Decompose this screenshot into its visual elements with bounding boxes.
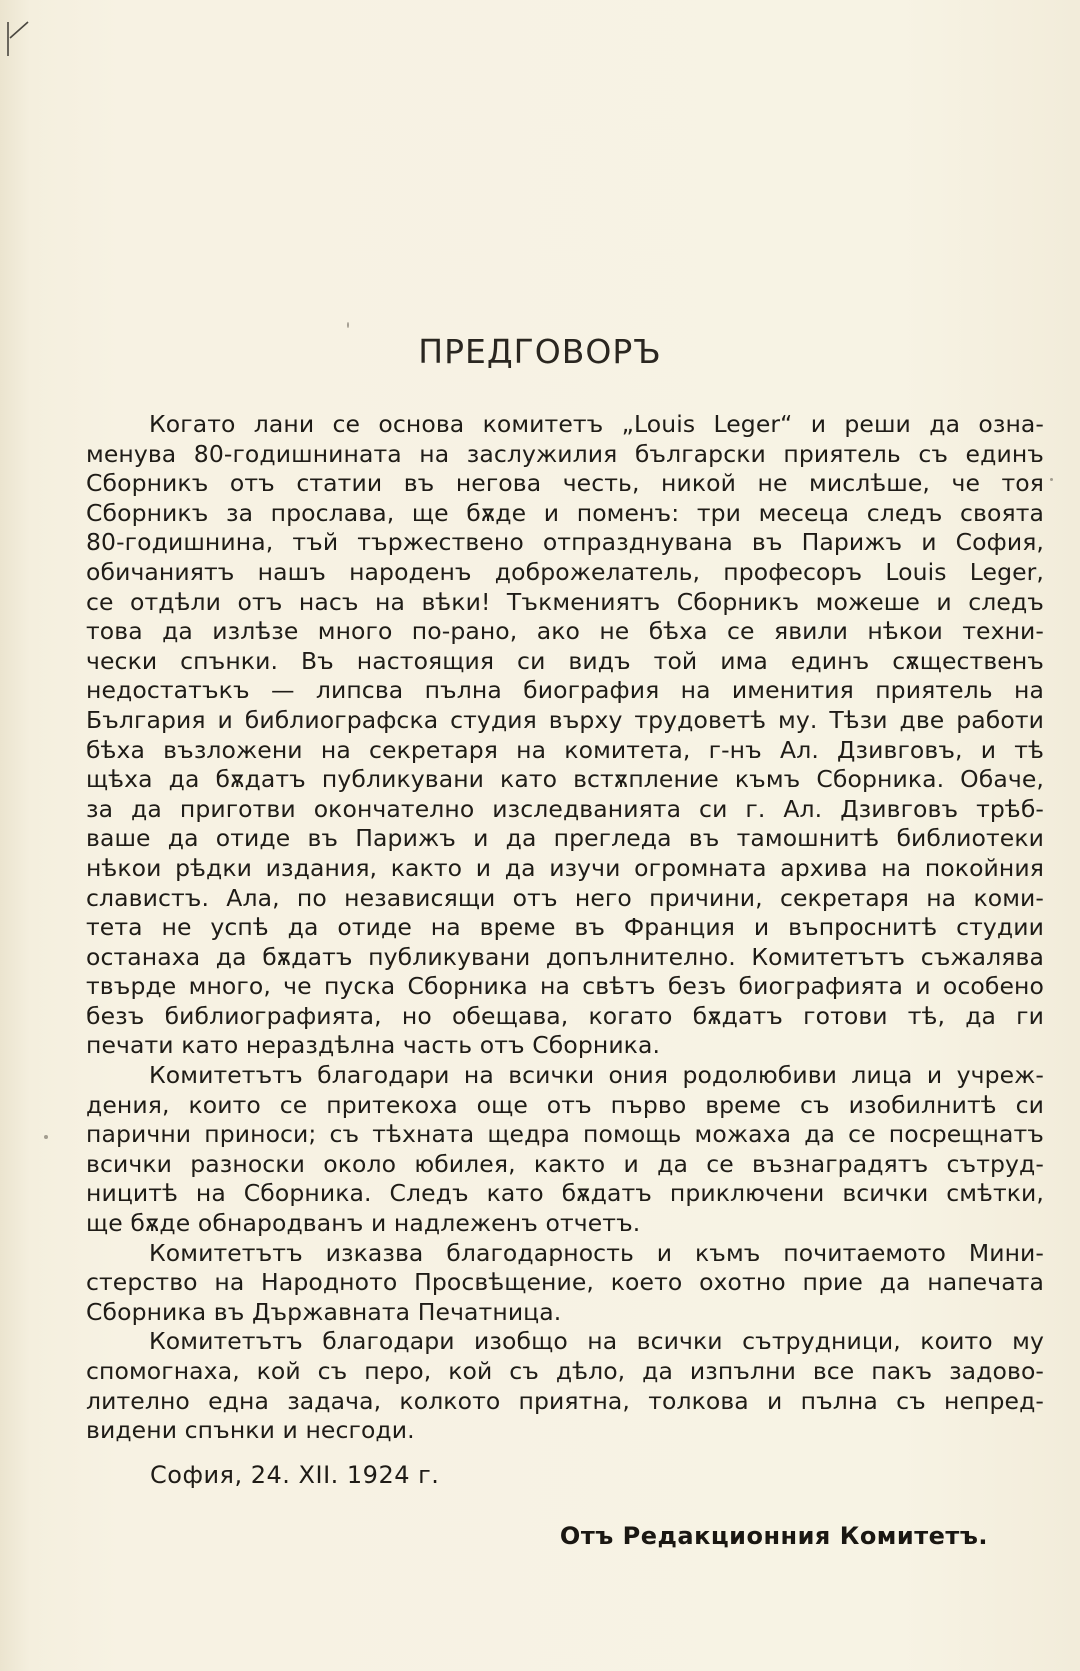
text-line: Сборникъ за прослава, ще бѫде и поменъ: три месеца следъ своята [86, 498, 1044, 527]
text-line: нѣкои рѣдки издания, както и да изучи огромната архива на покойния [86, 853, 1044, 882]
text-line: парични приноси; съ тѣхната щедра помощь можаха да се посрещнатъ [86, 1120, 1044, 1149]
text-line: ницитѣ на Сборника. Следъ като бѫдатъ приключени всички смѣтки, [86, 1179, 1044, 1208]
text-line: лително една задача, колкото приятна, толкова и пълна съ непред- [86, 1386, 1044, 1415]
text-line: щѣха да бѫдатъ публикувани като встѫпление къмъ Сборника. Обаче, [86, 765, 1044, 794]
text-line: Сборника въ Държавната Печатница. [86, 1297, 562, 1326]
text-line: ваше да отиде въ Парижъ и да прегледа въ тамошнитѣ библиотеки [86, 824, 1044, 853]
text-line: видени спънки и несгоди. [86, 1416, 415, 1445]
signature: Отъ Редакционния Комитетъ. [559, 1522, 988, 1550]
text-line: всички разноски около юбилея, както и да се възнаградятъ сътруд- [86, 1149, 1044, 1178]
text-line: печати като нераздѣлна часть отъ Сборника. [86, 1031, 661, 1060]
place-and-date: София, 24. XII. 1924 г. [150, 1461, 440, 1489]
text-line: стерство на Народното Просвѣщение, което охотно прие да напечата [86, 1268, 1044, 1297]
text-line: Комитетътъ изказва благодарность и къмъ почитаемото Мини- [149, 1238, 1044, 1267]
text-line: обичаниятъ нашъ народенъ доброжелатель, професоръ Louis Leger, [86, 557, 1044, 586]
text-line: това да излѣзе много по-рано, ако не бѣха се явили нѣкои техни- [86, 617, 1044, 646]
text-line: 80-годишнина, тъй тържествено отпразднувана въ Парижъ и София, [86, 528, 1044, 557]
pencil-mark-icon [6, 18, 32, 58]
text-line: България и библиографска студия върху трудоветѣ му. Тѣзи две работи [86, 705, 1044, 734]
text-line: спомогнаха, кой съ перо, кой съ дѣло, да изпълни все пакъ задово- [86, 1357, 1044, 1385]
text-line: славистъ. Ала, по независящи отъ него причини, секретаря на коми- [86, 883, 1044, 912]
paper-speck [44, 1135, 48, 1139]
page-title: ПРЕДГОВОРЪ [418, 332, 662, 371]
text-line: останаха да бѫдатъ публикувани допълнително. Комитетътъ съжалява [86, 942, 1044, 971]
text-line: за да приготви окончателно изследванията си г. Ал. Дзивговъ трѣб- [86, 794, 1044, 823]
text-line: твърде много, че пуска Сборника на свѣтъ безъ биографията и особено [86, 972, 1044, 1001]
text-line: недостатъкъ — липсва пълна биография на именития приятель на [86, 676, 1044, 705]
paper-speck [347, 322, 349, 328]
text-line: тета не успѣ да отиде на време въ Франция и въпроснитѣ студии [86, 913, 1044, 942]
text-line: Когато лани се основа комитетъ „Louis Leger“ и реши да озна- [149, 410, 1044, 438]
paper-speck [1050, 478, 1053, 481]
text-line: се отдѣли отъ насъ на вѣки! Тъкмениятъ Сборникъ можеше и следъ [86, 587, 1044, 616]
text-line: менува 80-годишнината на заслужилия български приятель съ единъ [86, 439, 1044, 468]
text-line: ще бѫде обнародванъ и надлеженъ отчетъ. [86, 1209, 641, 1238]
text-line: Комитетътъ благодари изобщо на всички сътрудници, които му [149, 1327, 1044, 1356]
text-line: дения, които се притекоха още отъ първо време съ изобилнитѣ си [86, 1090, 1044, 1119]
text-line: Сборникъ отъ статии въ негова честь, никой не мислѣше, че тоя [86, 469, 1044, 498]
preface-body [86, 410, 1044, 1446]
text-line: бѣха възложени на секретаря на комитета, г-нъ Ал. Дзивговъ, и тѣ [86, 735, 1044, 764]
text-line: безъ библиографията, но обещава, когато бѫдатъ готови тѣ, да ги [86, 1001, 1044, 1030]
text-line: Комитетътъ благодари на всички ония родолюбиви лица и учреж- [149, 1061, 1044, 1090]
text-line: чески спънки. Въ настоящия си видъ той има единъ сѫщественъ [86, 646, 1044, 675]
